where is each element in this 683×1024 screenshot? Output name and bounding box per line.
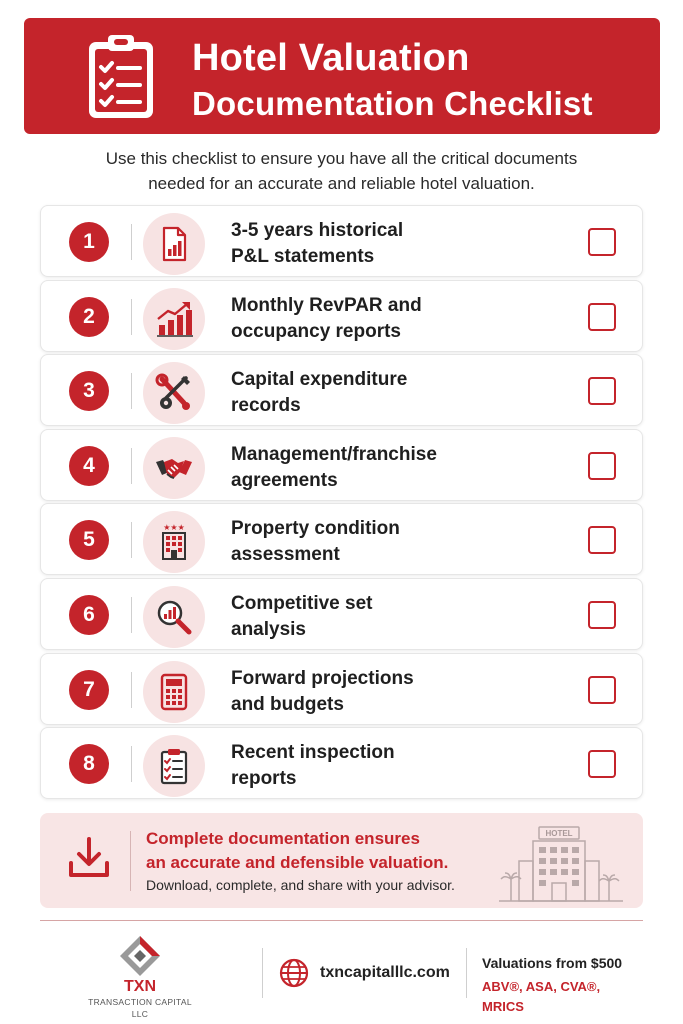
company-logo	[82, 934, 198, 1019]
logo-name: TXN	[124, 978, 156, 995]
item-checkbox[interactable]	[588, 601, 616, 629]
checklist-item	[40, 727, 643, 799]
divider	[131, 373, 132, 409]
checklist-item	[40, 280, 643, 352]
hotel-building-icon	[143, 511, 205, 573]
item-label	[231, 591, 551, 643]
item-label	[231, 516, 551, 568]
item-label	[231, 666, 551, 718]
item-label	[231, 218, 551, 270]
item-label	[231, 293, 551, 345]
item-label-line-2: agreements	[231, 469, 338, 491]
info-banner	[40, 813, 643, 908]
item-number: 4	[69, 446, 109, 486]
banner-headline	[146, 827, 486, 875]
price-text: Valuations from $500	[482, 955, 623, 971]
banner-line-2: an accurate and defensible valuation.	[146, 853, 449, 872]
item-label-line-1: Competitive set	[231, 592, 373, 614]
handshake-icon	[143, 437, 205, 499]
divider	[466, 948, 467, 998]
divider	[131, 746, 132, 782]
globe-icon	[278, 957, 310, 989]
header-banner	[24, 18, 660, 134]
intro-line-2: needed for an accurate and reliable hotel valuation.	[148, 174, 535, 193]
item-label-line-2: P&L statements	[231, 246, 375, 267]
item-label-line-1: Monthly RevPAR and	[231, 294, 422, 316]
item-checkbox[interactable]	[588, 526, 616, 554]
item-number: 6	[69, 595, 109, 635]
item-label-line-2: assessment	[231, 544, 340, 566]
calculator-icon	[143, 661, 205, 723]
txn-logo-mark	[118, 934, 162, 978]
divider	[131, 224, 132, 260]
hotel-sign: HOTEL	[545, 829, 573, 838]
checklist-item	[40, 503, 643, 575]
page-title	[192, 38, 593, 124]
intro-line-1: Use this checklist to ensure you have all the critical documents	[105, 149, 578, 168]
item-number: 7	[69, 670, 109, 710]
divider	[131, 522, 132, 558]
item-label-line-1: Property condition	[231, 518, 400, 540]
tools-icon	[143, 362, 205, 424]
footer-divider	[40, 920, 643, 921]
item-checkbox[interactable]	[588, 676, 616, 704]
checklist-item	[40, 653, 643, 725]
item-label-line-1: Recent inspection	[231, 742, 395, 764]
checklist-item	[40, 429, 643, 501]
title-line-1: Hotel Valuation	[192, 37, 470, 79]
item-checkbox[interactable]	[588, 452, 616, 480]
item-checkbox[interactable]	[588, 377, 616, 405]
item-label-line-2: records	[231, 395, 301, 417]
valuation-info	[482, 953, 642, 1017]
intro-text	[40, 146, 643, 196]
checklist-item	[40, 578, 643, 650]
clipboard-checklist-icon	[86, 32, 156, 120]
website-text[interactable]: txncapitalllc.com	[320, 964, 450, 981]
checklist-item	[40, 205, 643, 277]
item-label	[231, 442, 551, 494]
item-number: 5	[69, 520, 109, 560]
magnifier-chart-icon	[143, 586, 205, 648]
divider	[130, 831, 131, 891]
item-checkbox[interactable]	[588, 303, 616, 331]
item-label-line-1: 3-5 years historical	[231, 220, 404, 241]
item-number: 3	[69, 371, 109, 411]
document-chart-icon	[143, 213, 205, 275]
divider	[131, 672, 132, 708]
item-label-line-2: occupancy reports	[231, 320, 401, 342]
banner-line-1: Complete documentation ensures	[146, 829, 420, 848]
divider	[131, 299, 132, 335]
divider	[131, 448, 132, 484]
item-number: 8	[69, 744, 109, 784]
divider	[262, 948, 263, 998]
item-label	[231, 367, 551, 419]
item-number: 1	[69, 222, 109, 262]
item-label-line-2: reports	[231, 768, 297, 790]
website-link[interactable]	[278, 957, 450, 989]
item-number: 2	[69, 297, 109, 337]
checklist	[40, 205, 643, 802]
item-label-line-1: Forward projections	[231, 667, 414, 689]
item-label-line-1: Management/franchise	[231, 443, 437, 465]
logo-subtitle: TRANSACTION CAPITAL LLC	[88, 997, 192, 1019]
item-label-line-2: analysis	[231, 618, 306, 640]
growth-chart-icon	[143, 288, 205, 350]
download-icon[interactable]	[66, 835, 112, 881]
title-line-2: Documentation Checklist	[192, 85, 593, 122]
item-label-line-1: Capital expenditure	[231, 369, 408, 391]
divider	[131, 597, 132, 633]
item-label-line-2: and budgets	[231, 693, 344, 715]
item-checkbox[interactable]	[588, 228, 616, 256]
credentials-text: ABV®, ASA, CVA®, MRICS	[482, 979, 601, 1014]
checklist-item	[40, 354, 643, 426]
clipboard-icon	[143, 735, 205, 797]
banner-subtext: Download, complete, and share with your advisor.	[146, 877, 455, 893]
item-checkbox[interactable]	[588, 750, 616, 778]
hotel-illustration	[499, 821, 623, 903]
svg-text:★★★: ★★★	[163, 523, 185, 533]
item-label	[231, 740, 551, 792]
